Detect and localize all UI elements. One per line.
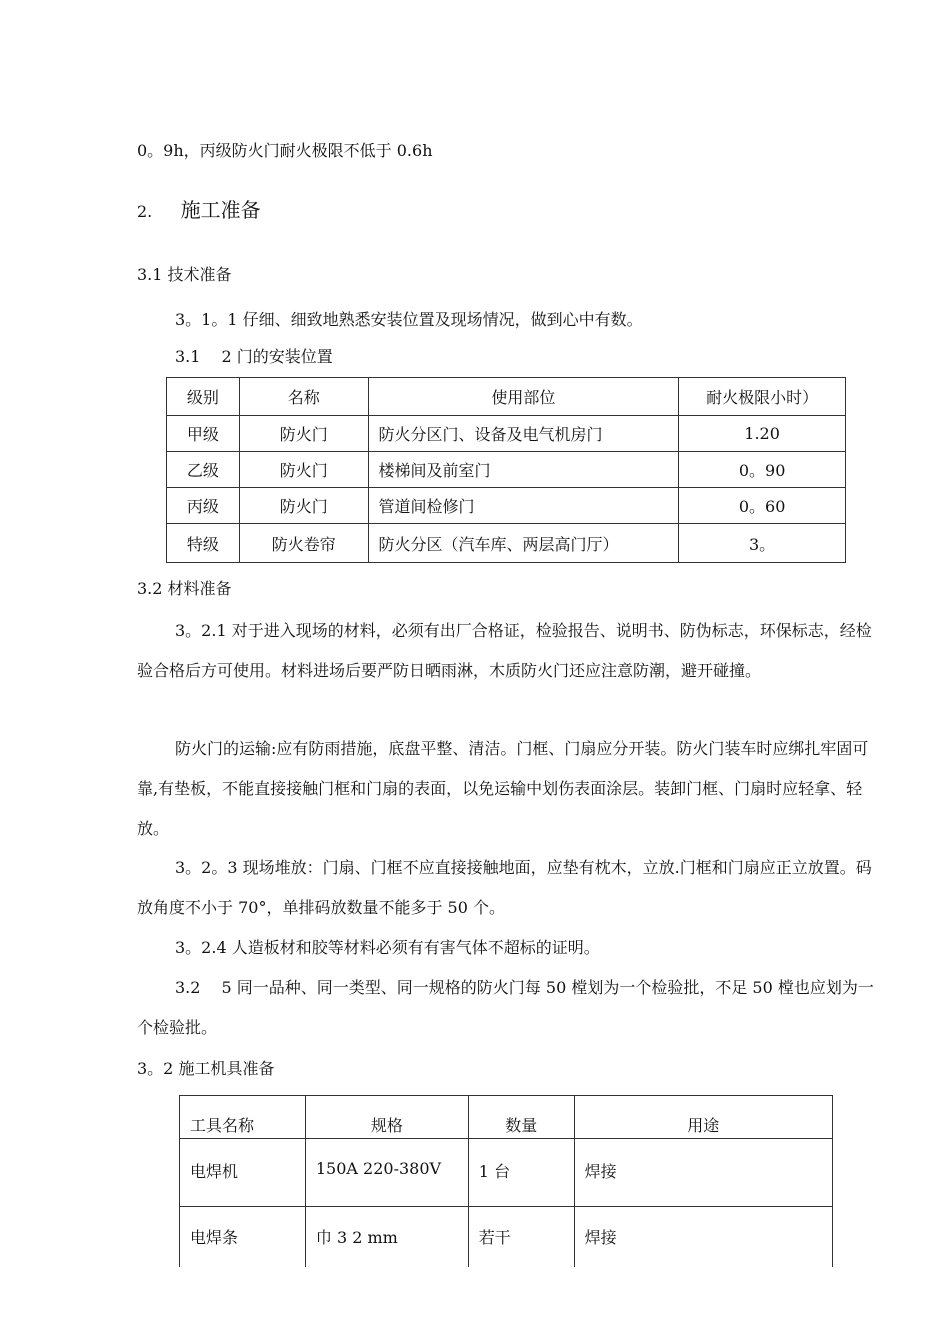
column-header: 级别 bbox=[167, 378, 240, 416]
table-cell: 0。90 bbox=[679, 452, 846, 488]
table-cell: 特级 bbox=[167, 524, 240, 563]
table-cell: 防火卷帘 bbox=[239, 524, 368, 563]
section-title: 施工准备 bbox=[180, 198, 261, 222]
section-number: 2. bbox=[137, 202, 153, 221]
paragraph-3-2-5: 3.2 5 同一品种、同一类型、同一规格的防火门每 50 樘划为一个检验批，不足 50 樘也应划为一个检验批。 bbox=[137, 978, 874, 1037]
table-row bbox=[167, 488, 846, 524]
section-heading bbox=[137, 199, 261, 223]
table-cell: 甲级 bbox=[167, 416, 240, 452]
table-row bbox=[167, 416, 846, 452]
table-cell: 管道间检修门 bbox=[368, 488, 679, 524]
subsection-heading-materials: 3.2 材料准备 bbox=[137, 579, 232, 598]
table-cell: 巾 3 2 mm bbox=[305, 1207, 468, 1268]
table-cell: 电焊条 bbox=[180, 1207, 306, 1268]
table-cell: 防火分区（汽车库、两层高门厅） bbox=[368, 524, 679, 563]
table-cell: 焊接 bbox=[574, 1139, 832, 1207]
table-header-row bbox=[180, 1096, 833, 1139]
column-header: 耐火极限小时） bbox=[679, 378, 846, 416]
table-cell: 防火门 bbox=[239, 452, 368, 488]
table-cell: 防火分区门、设备及电气机房门 bbox=[368, 416, 679, 452]
item-3-1-1: 3。1。1 仔细、细致地熟悉安装位置及现场情况，做到心中有数。 bbox=[175, 310, 643, 329]
table-cell: 1.20 bbox=[679, 416, 846, 452]
table-cell: 150A 220-380V bbox=[305, 1139, 468, 1207]
table-cell: 电焊机 bbox=[180, 1139, 306, 1207]
paragraph-transport: 防火门的运输:应有防雨措施，底盘平整、清洁。门框、门扇应分开装。防火门装车时应绑扎牢固可靠,有垫板，不能直接接触门框和门扇的表面，以免运输中划伤表面涂层。装卸门框、门扇时应轻拿、轻放。 bbox=[137, 739, 869, 838]
door-table bbox=[166, 377, 846, 563]
table-row bbox=[180, 1139, 833, 1207]
continuation-text: 0。9h，丙级防火门耐火极限不低于 0.6h bbox=[137, 141, 433, 160]
table-row bbox=[180, 1207, 833, 1268]
table-cell: 1 台 bbox=[468, 1139, 574, 1207]
table-cell: 丙级 bbox=[167, 488, 240, 524]
subsection-heading-tech: 3.1 技术准备 bbox=[137, 265, 232, 284]
table-cell: 0。60 bbox=[679, 488, 846, 524]
paragraph-3-2-3: 3。2。3 现场堆放：门扇、门框不应直接接触地面，应垫有枕木，立放.门框和门扇应正立放置。码放角度不小于 70°，单排码放数量不能多于 50 个。 bbox=[137, 858, 872, 917]
tool-table bbox=[179, 1095, 833, 1267]
column-header: 规格 bbox=[305, 1096, 468, 1139]
table-cell: 3。 bbox=[679, 524, 846, 563]
paragraph-3-2-4: 3。2.4 人造板材和胶等材料必须有有害气体不超标的证明。 bbox=[175, 938, 600, 957]
table-cell: 若干 bbox=[468, 1207, 574, 1268]
table-header-row bbox=[167, 378, 846, 416]
column-header: 数量 bbox=[468, 1096, 574, 1139]
column-header: 用途 bbox=[574, 1096, 832, 1139]
table-cell: 焊接 bbox=[574, 1207, 832, 1268]
column-header: 工具名称 bbox=[180, 1096, 306, 1139]
column-header: 使用部位 bbox=[368, 378, 679, 416]
table-row bbox=[167, 452, 846, 488]
table-cell: 楼梯间及前室门 bbox=[368, 452, 679, 488]
table-cell: 乙级 bbox=[167, 452, 240, 488]
table-cell: 防火门 bbox=[239, 488, 368, 524]
table-row bbox=[167, 524, 846, 563]
item-3-1-2: 3.1 2 门的安装位置 bbox=[175, 347, 333, 366]
paragraph-3-2-1: 3。2.1 对于进入现场的材料，必须有出厂合格证，检验报告、说明书、防伪标志，环保标志，经检验合格后方可使用。材料进场后要严防日晒雨淋，木质防火门还应注意防潮，避开碰撞。 bbox=[137, 621, 872, 680]
table-cell: 防火门 bbox=[239, 416, 368, 452]
column-header: 名称 bbox=[239, 378, 368, 416]
subsection-heading-tools: 3。2 施工机具准备 bbox=[137, 1059, 275, 1078]
